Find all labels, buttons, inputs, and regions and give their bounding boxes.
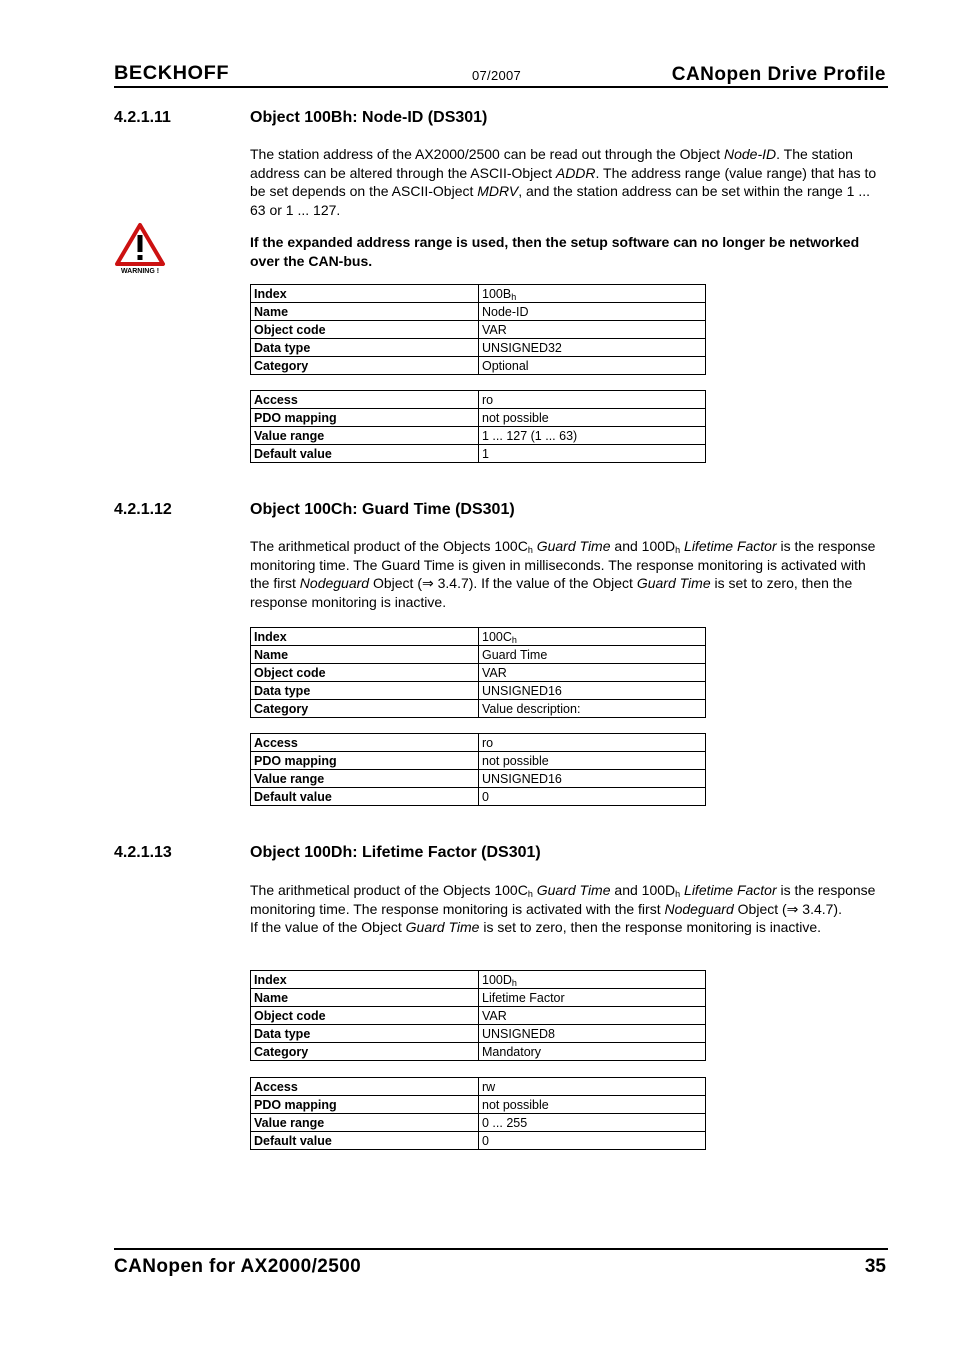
- table-row: Name Guard Time: [251, 646, 706, 664]
- table-row: Index $100B_h$: [251, 285, 706, 303]
- section-number: 4.2.1.12: [114, 501, 172, 518]
- section-title: Object 100Bh: Node-ID (DS301): [250, 109, 488, 126]
- table-row: Value range 0 ... 255: [251, 1114, 706, 1132]
- table-row: Default value 1: [251, 445, 706, 463]
- table-row: Object code VAR: [251, 1007, 706, 1025]
- section-number: 4.2.1.13: [114, 844, 172, 861]
- table-row: Index $100D_h$: [251, 971, 706, 989]
- table-row: Value range UNSIGNED16: [251, 770, 706, 788]
- section-title: Object 100Ch: Guard Time (DS301): [250, 501, 515, 518]
- warning-icon: [114, 222, 166, 276]
- table-row: Access ro: [251, 391, 706, 409]
- object-table: [250, 284, 706, 375]
- section-paragraph: The arithmetical product of the Objects $100C_h$ Guard Time and $100D_h$ Lifetime Factor is the response monitoring time. The Guard Time is given in milliseconds. The response monitoring is activated with the first Nodeguard Object (⇒ 3.4.7). If the value of the Object Guard Time is set to zero, then the response monitoring is inactive.: [250, 538, 876, 610]
- table-row: Category Value description:: [251, 700, 706, 718]
- object-table: [250, 970, 706, 1061]
- table-row: Category Mandatory: [251, 1043, 706, 1061]
- table-row: Object code VAR: [251, 321, 706, 339]
- object-table: [250, 627, 706, 718]
- table-row: Name Lifetime Factor: [251, 989, 706, 1007]
- warning-text: If the expanded address range is used, then the setup software can no longer be networked over the CAN-bus.: [250, 234, 860, 269]
- table-row: PDO mapping not possible: [251, 409, 706, 427]
- table-row: Name Node-ID: [251, 303, 706, 321]
- table-row: Index $100C_h$: [251, 628, 706, 646]
- table-row: Object code VAR: [251, 664, 706, 682]
- access-table: [250, 733, 706, 806]
- table-row: Data type UNSIGNED16: [251, 682, 706, 700]
- section-title: Object 100Dh: Lifetime Factor (DS301): [250, 844, 541, 861]
- section-paragraph: The station address of the AX2000/2500 can be read out through the Object Node-ID. The station address can be altered through the ASCII-Object ADDR. The address range (value range) that has to be set depends on the ASCII-Object MDRV, and the station address can be set within the range 1 ... 63 or 1 ... 127.: [250, 146, 877, 218]
- brand-logo: BECKHOFF: [114, 63, 230, 84]
- page-number: 35: [864, 1256, 886, 1277]
- table-row: Data type UNSIGNED32: [251, 339, 706, 357]
- table-row: PDO mapping not possible: [251, 752, 706, 770]
- table-row: Category Optional: [251, 357, 706, 375]
- section-number: 4.2.1.11: [114, 109, 171, 126]
- table-row: Default value 0: [251, 788, 706, 806]
- warning-label: WARNING !: [120, 268, 160, 275]
- table-row: Default value 0: [251, 1132, 706, 1150]
- table-row: PDO mapping not possible: [251, 1096, 706, 1114]
- access-table: [250, 1077, 706, 1150]
- table-row: Data type UNSIGNED8: [251, 1025, 706, 1043]
- table-row: Access ro: [251, 734, 706, 752]
- footer-title: CANopen for AX2000/2500: [114, 1256, 362, 1277]
- footer-rule: [114, 1248, 888, 1250]
- table-row: Access rw: [251, 1078, 706, 1096]
- access-table: [250, 390, 706, 463]
- section-paragraph: The arithmetical product of the Objects $100C_h$ Guard Time and $100D_h$ Lifetime Factor is the response monitoring time. The response monitoring is activated with the first Nodeguard Object (⇒ 3.4.7). If the value of the Object Guard Time is set to zero, then the response monitoring is inactive.: [250, 882, 876, 935]
- table-row: Value range 1 ... 127 (1 ... 63): [251, 427, 706, 445]
- header-title: CANopen Drive Profile: [671, 64, 886, 85]
- header-date: 07/2007: [472, 68, 522, 83]
- header-rule: [114, 86, 888, 88]
